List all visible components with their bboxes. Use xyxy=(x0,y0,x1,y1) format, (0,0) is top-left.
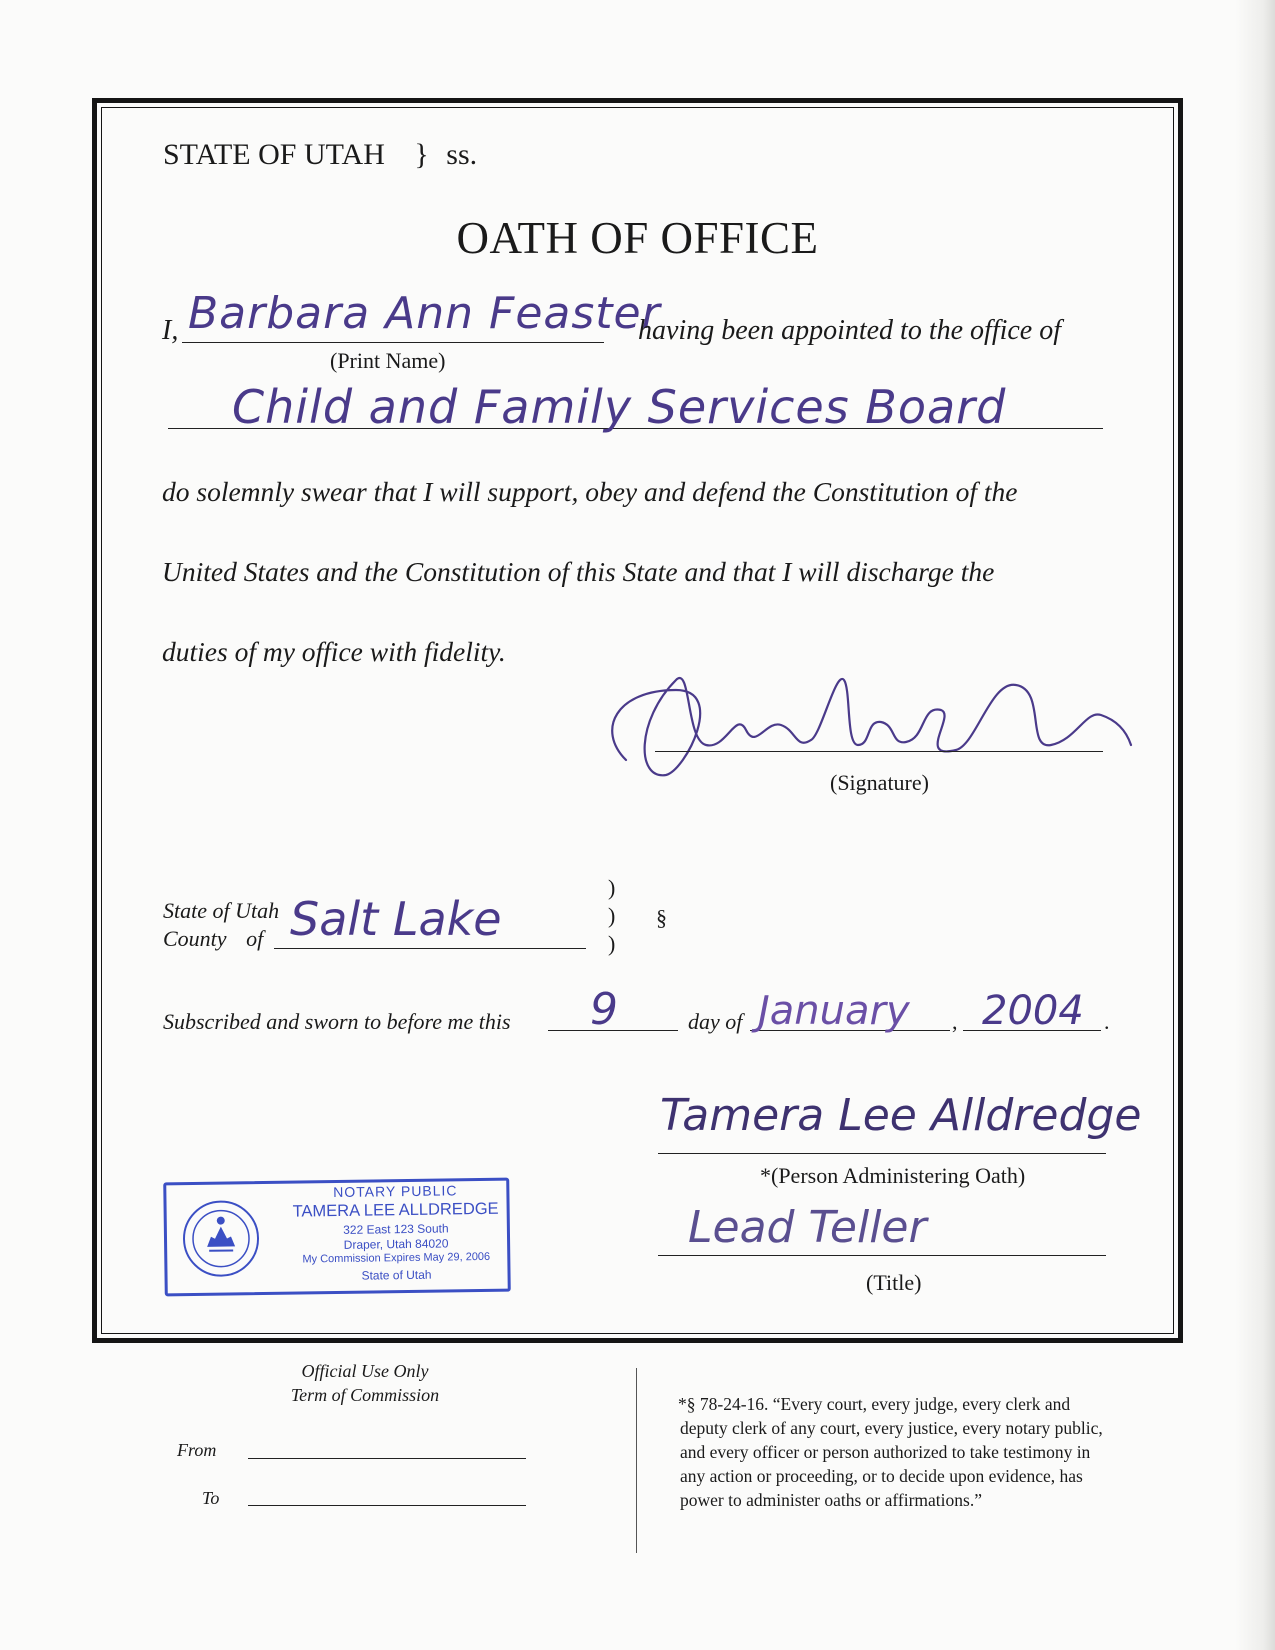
day-of-text: day of xyxy=(688,1009,743,1034)
subscribed-text: Subscribed and sworn to before me this xyxy=(163,1009,511,1034)
county-word: County xyxy=(163,926,227,951)
state-ss: ss. xyxy=(446,138,478,171)
stamp-line-3: 322 East 123 South xyxy=(343,1221,449,1237)
stamp-line-2: TAMERA LEE ALLDREDGE xyxy=(292,1199,499,1221)
statute-line-5: power to administer oaths or affirmations.” xyxy=(680,1490,982,1510)
administrator-caption: *(Person Administering Oath) xyxy=(760,1163,1026,1188)
name-line xyxy=(182,342,604,343)
paren-3: ) xyxy=(608,931,616,956)
oath-body-line-2: United States and the Constitution of this State and that I will discharge the xyxy=(162,556,995,587)
county-of: of xyxy=(246,926,264,951)
title-caption: (Title) xyxy=(866,1270,922,1295)
statute-line-2: deputy clerk of any court, every justice, every notary public, xyxy=(680,1418,1103,1438)
title-handwritten: Lead Teller xyxy=(688,1202,927,1253)
state-heading xyxy=(163,138,477,172)
statute-line-1: *§ 78-24-16. “Every court, every judge, every clerk and xyxy=(678,1394,1071,1414)
from-label: From xyxy=(177,1440,217,1460)
county-handwritten: Salt Lake xyxy=(290,892,502,946)
title-line xyxy=(658,1255,1106,1256)
stamp-line-1: NOTARY PUBLIC xyxy=(333,1182,458,1201)
appointed-text: having been appointed to the office of xyxy=(638,315,1062,346)
county-line xyxy=(274,948,586,949)
print-name-caption: (Print Name) xyxy=(330,348,446,373)
oath-prefix: I, xyxy=(162,315,179,346)
footer-divider xyxy=(636,1368,637,1553)
to-label: To xyxy=(202,1488,220,1508)
month-comma: , xyxy=(952,1009,958,1034)
signature-line xyxy=(655,751,1103,752)
oath-body-line-1: do solemnly swear that I will support, obey and defend the Constitution of the xyxy=(162,476,1018,507)
official-use-heading: Official Use Only xyxy=(301,1361,429,1381)
to-line[interactable] xyxy=(248,1505,526,1506)
month-handwritten: January xyxy=(758,988,910,1034)
stamp-line-4: Draper, Utah 84020 xyxy=(343,1236,449,1252)
paren-2: ) xyxy=(608,903,616,928)
oath-body-line-3: duties of my office with fidelity. xyxy=(162,636,506,667)
statute-line-3: and every officer or person authorized to take testimony in xyxy=(680,1442,1091,1462)
term-heading: Term of Commission xyxy=(290,1385,440,1405)
paren-1: ) xyxy=(608,875,616,900)
office-handwritten: Child and Family Services Board xyxy=(232,380,1007,434)
state-seal-icon xyxy=(180,1198,261,1279)
stamp-line-6: State of Utah xyxy=(361,1267,432,1283)
state-brace: } xyxy=(414,138,429,171)
year-handwritten: 2004 xyxy=(982,988,1084,1034)
state-line: STATE OF UTAH xyxy=(163,138,385,171)
administrator-signature: Tamera Lee Alldredge xyxy=(660,1090,1142,1141)
notary-stamp xyxy=(163,1178,511,1297)
day-handwritten: 9 xyxy=(590,984,618,1035)
statute-line-4: any action or proceeding, or to decide upon evidence, has xyxy=(680,1466,1083,1486)
state-label: State of Utah xyxy=(163,898,280,923)
administrator-line xyxy=(658,1153,1106,1154)
name-handwritten: Barbara Ann Feaster xyxy=(188,288,661,339)
from-line[interactable] xyxy=(248,1458,526,1459)
page-title: OATH OF OFFICE xyxy=(456,213,819,263)
section-mark: § xyxy=(656,905,667,930)
year-period: . xyxy=(1104,1009,1110,1034)
stamp-line-5: My Commission Expires May 29, 2006 xyxy=(302,1250,491,1266)
signature-caption: (Signature) xyxy=(830,770,929,795)
county-label xyxy=(163,926,263,952)
